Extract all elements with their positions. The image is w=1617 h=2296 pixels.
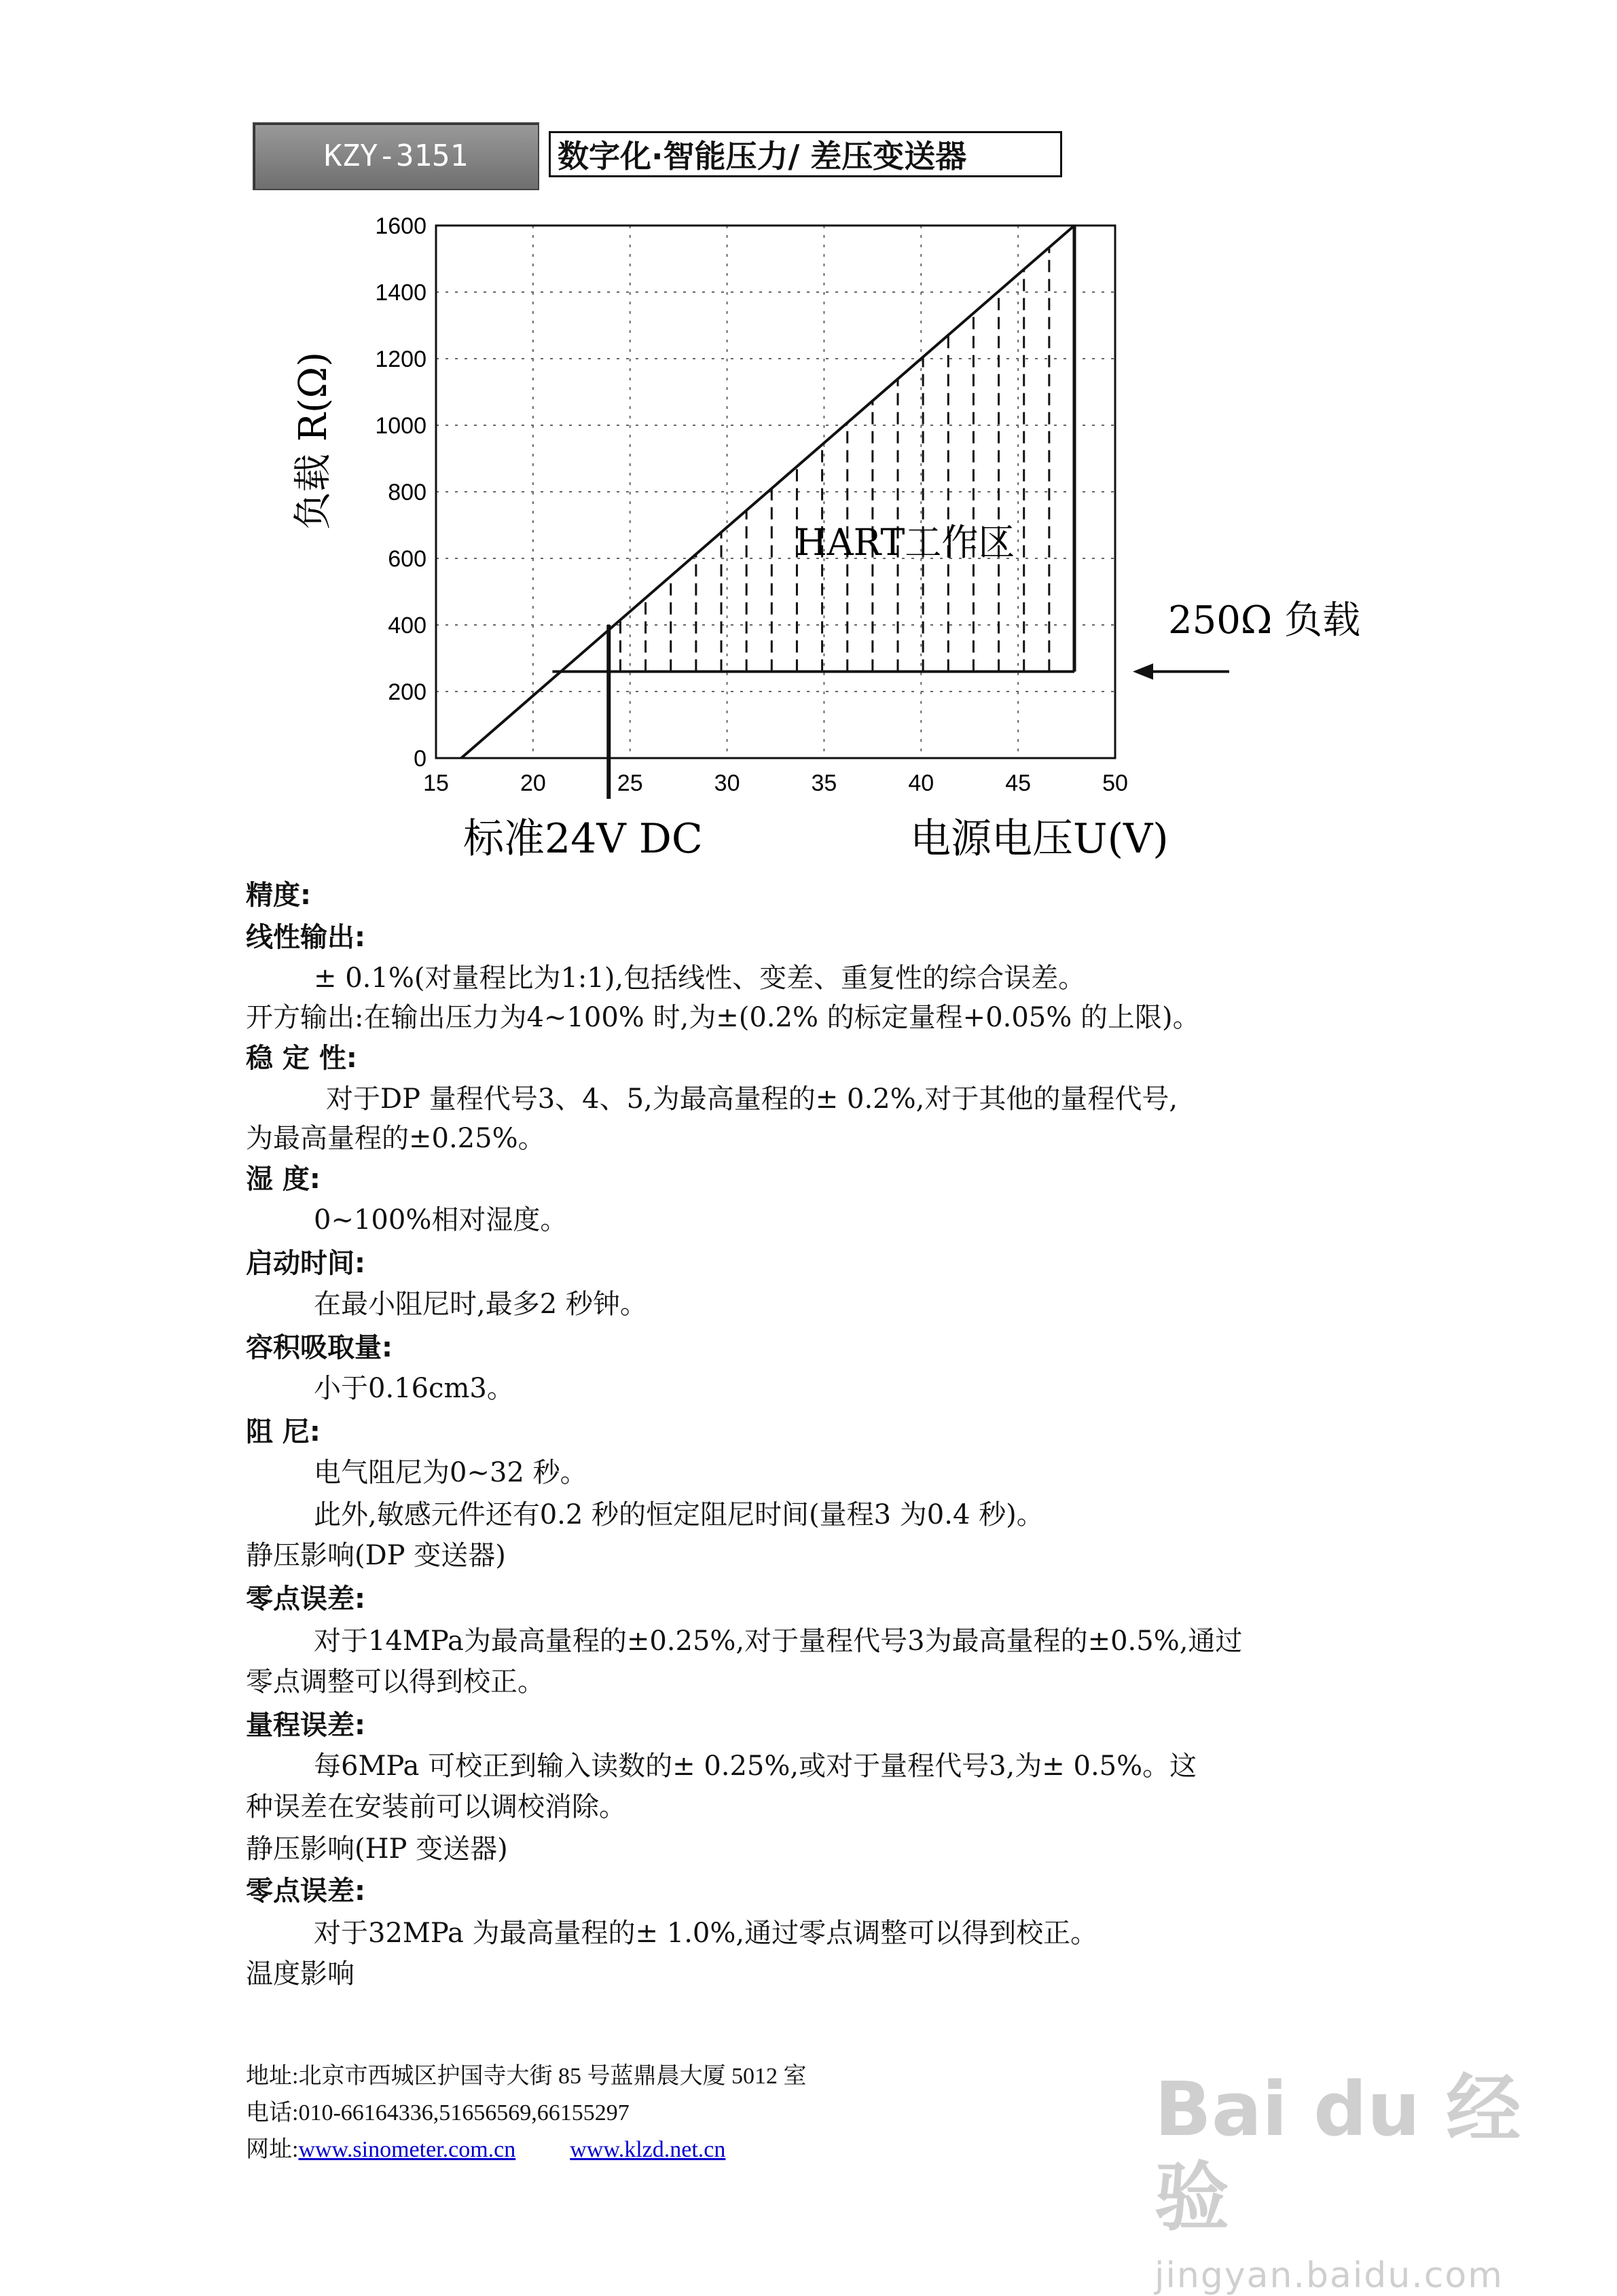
zero-error-1-text-1: 对于14MPa为最高量程的±0.25%,对于量程代号3为最高量程的±0.5%,通过 (314, 1626, 1243, 1657)
max-load-line (461, 226, 1074, 758)
heading-stability: 稳 定 性: (246, 1043, 357, 1074)
load-voltage-chart (285, 204, 1399, 883)
span-error-text-2: 种误差在安装前可以调校消除。 (246, 1791, 626, 1823)
heading-zero-error-1: 零点误差: (246, 1583, 365, 1615)
damping-text-2: 此外,敏感元件还有0.2 秒的恒定阻尼时间(量程3 为0.4 秒)。 (314, 1499, 1044, 1530)
model-badge: KZY-3151 (253, 122, 539, 190)
static-pressure-dp: 静压影响(DP 变送器) (246, 1540, 506, 1571)
y-tick-label: 800 (388, 480, 426, 505)
zero-error-1-text-2: 零点调整可以得到校正。 (246, 1666, 545, 1698)
y-axis-title: 负载 R(Ω) (291, 351, 335, 530)
x-tick-label: 35 (811, 770, 837, 796)
temperature-effect: 温度影响 (246, 1958, 355, 1990)
heading-volume: 容积吸取量: (246, 1332, 393, 1363)
x-tick-label: 20 (520, 770, 546, 796)
heading-humidity: 湿 度: (246, 1164, 321, 1195)
standard-24v-label: 标准24V DC (463, 815, 703, 863)
sqrt-output-text: 开方输出:在输出压力为4~100% 时,为±(0.2% 的标定量程+0.05% 的上限)。 (246, 1002, 1200, 1033)
damping-text-1: 电气阻尼为0~32 秒。 (314, 1457, 587, 1488)
link-klzd[interactable]: www.klzd.net.cn (570, 2137, 726, 2162)
y-tick-label: 1200 (375, 346, 426, 372)
heading-precision: 精度: (246, 880, 311, 911)
footer-web-label: 网址: (246, 2137, 299, 2162)
heading-span-error: 量程误差: (246, 1710, 365, 1741)
watermark-url: jingyan.baidu.com (1155, 2255, 1504, 2296)
load-250-annotation: 250Ω 负载 (1168, 598, 1361, 643)
zero-error-2-text: 对于32MPa 为最高量程的± 1.0%,通过零点调整可以得到校正。 (314, 1918, 1098, 1949)
y-tick-label: 0 (414, 746, 426, 772)
startup-text: 在最小阻尼时,最多2 秒钟。 (314, 1289, 647, 1320)
static-pressure-hp: 静压影响(HP 变送器) (246, 1833, 508, 1865)
y-tick-label: 1600 (375, 213, 426, 239)
heading-linear-output: 线性输出: (246, 922, 365, 953)
footer-web (246, 2130, 725, 2164)
x-tick-label: 50 (1102, 770, 1128, 796)
linear-output-text: ± 0.1%(对量程比为1:1),包括线性、变差、重复性的综合误差。 (314, 963, 1086, 994)
heading-damping: 阻 尼: (246, 1416, 321, 1448)
hart-region-label: HART工作区 (795, 521, 1015, 564)
span-error-text-1: 每6MPa 可校正到输入读数的± 0.25%,或对于量程代号3,为± 0.5%。这 (314, 1751, 1197, 1782)
stability-text-2: 为最高量程的±0.25%。 (246, 1123, 545, 1154)
footer-address: 地址:北京市西城区护国寺大街 85 号蓝鼎晨大厦 5012 室 (246, 2064, 807, 2089)
y-tick-label: 400 (388, 613, 426, 639)
x-tick-label: 40 (908, 770, 934, 796)
baidu-watermark (1155, 2065, 1589, 2296)
annotation-arrow-head (1133, 664, 1153, 680)
y-tick-label: 1400 (375, 280, 426, 306)
stability-text-1: 对于DP 量程代号3、4、5,为最高量程的± 0.2%,对于其他的量程代号, (326, 1083, 1178, 1115)
x-tick-label: 45 (1005, 770, 1032, 796)
watermark-brand: Bai du 经验 (1155, 2066, 1521, 2241)
footer-phone: 电话:010-66164336,51656569,66155297 (246, 2100, 630, 2125)
y-tick-label: 200 (388, 679, 426, 705)
y-tick-label: 600 (388, 546, 426, 572)
document-title: 数字化·智能压力/ 差压变送器 (549, 131, 1062, 177)
humidity-text: 0~100%相对湿度。 (314, 1204, 568, 1236)
heading-startup: 启动时间: (246, 1248, 365, 1279)
volume-text: 小于0.16cm3。 (314, 1373, 514, 1404)
x-axis-title: 电源电压U(V) (910, 815, 1169, 863)
x-tick-label: 25 (617, 770, 643, 796)
plot-frame (436, 226, 1115, 758)
link-sinometer[interactable]: www.sinometer.com.cn (298, 2137, 516, 2162)
x-tick-label: 30 (714, 770, 740, 796)
heading-zero-error-2: 零点误差: (246, 1876, 365, 1907)
x-tick-label: 15 (423, 770, 449, 796)
y-tick-label: 1000 (375, 413, 426, 439)
